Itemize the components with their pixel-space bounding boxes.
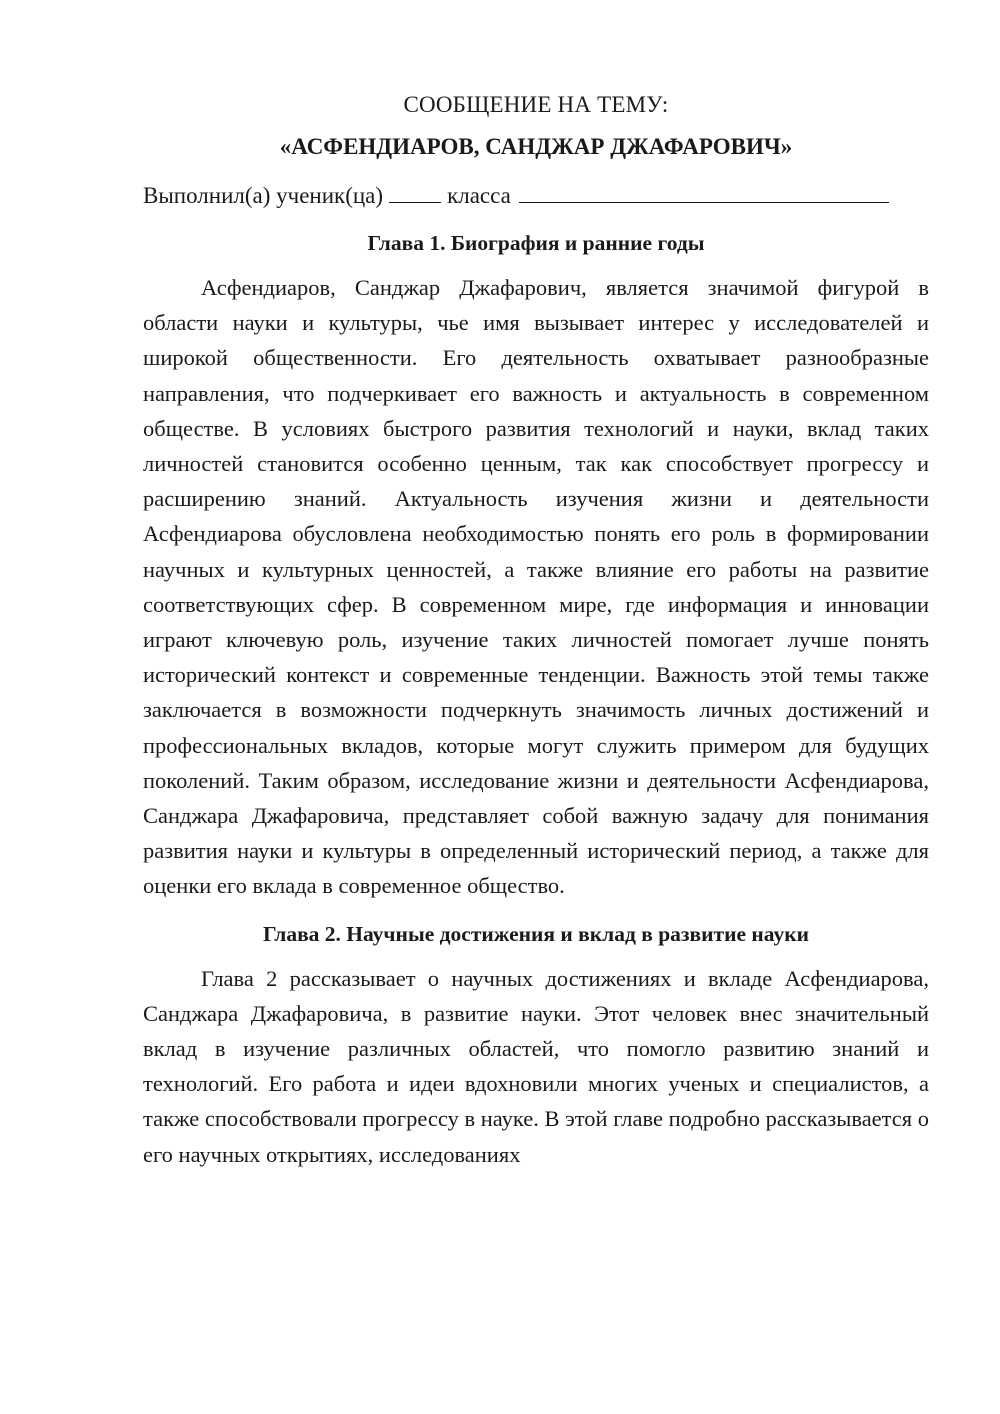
- chapter-1-text: Асфендиаров, Санджар Джафарович, является значимой фигурой в области науки и культуры, чье имя вызывает интерес у исследователей и широкой общественности. Его деятельность охватывает разнообразные направления, что подчеркивает его важность и актуальность в современном обществе. В условиях быстрого развития технологий и науки, вклад таких личностей становится особенно ценным, так как способствует прогрессу и расширению знаний. Актуальность изучения жизни и деятельности Асфендиарова обусловлена необходимостью понять его роль в формировании научных и культурных ценностей, а также влияние его работы на развитие соответствующих сфер. В современном мире, где информация и инновации играют ключевую роль, изучение таких личностей помогает лучше понять исторический контекст и современные тенденции. Важность этой темы также заключается в возможности подчеркнуть значимость личных достижений и профессиональных вкладов, которые могут служить примером для будущих поколений. Таким образом, исследование жизни и деятельности Асфендиарова, Санджара Джафаровича, представляет собой важную задачу для понимания развития науки и культуры в определенный исторический период, а также для оценки его вклада в современное общество.: [143, 275, 929, 899]
- author-label: Выполнил(а) ученик(ца): [143, 183, 384, 208]
- class-label: класса: [447, 183, 511, 208]
- document-title-name: «АСФЕНДИАРОВ, САНДЖАР ДЖАФАРОВИЧ»: [279, 134, 793, 159]
- class-number-blank: [389, 182, 441, 203]
- chapter-2-text: Глава 2 рассказывает о научных достижениях и вкладе Асфендиарова, Санджара Джафаровича, в развитие науки. Этот человек внес значительный вклад в изучение различных областей, что помогло развитию знаний и технологий. Его работа и идеи вдохновили многих ученых и специалистов, а также способствовали прогрессу в науке. В этой главе подробно рассказывается о его научных открытиях, исследованиях: [143, 965, 929, 1167]
- author-name-blank: [519, 182, 889, 203]
- document-title-topic: СООБЩЕНИЕ НА ТЕМУ:: [403, 92, 669, 117]
- chapter-2-heading: Глава 2. Научные достижения и вклад в развитие науки: [263, 921, 809, 946]
- author-line: [143, 182, 929, 209]
- chapter-1-heading: Глава 1. Биография и ранние годы: [367, 231, 705, 255]
- document-page: [143, 92, 929, 1190]
